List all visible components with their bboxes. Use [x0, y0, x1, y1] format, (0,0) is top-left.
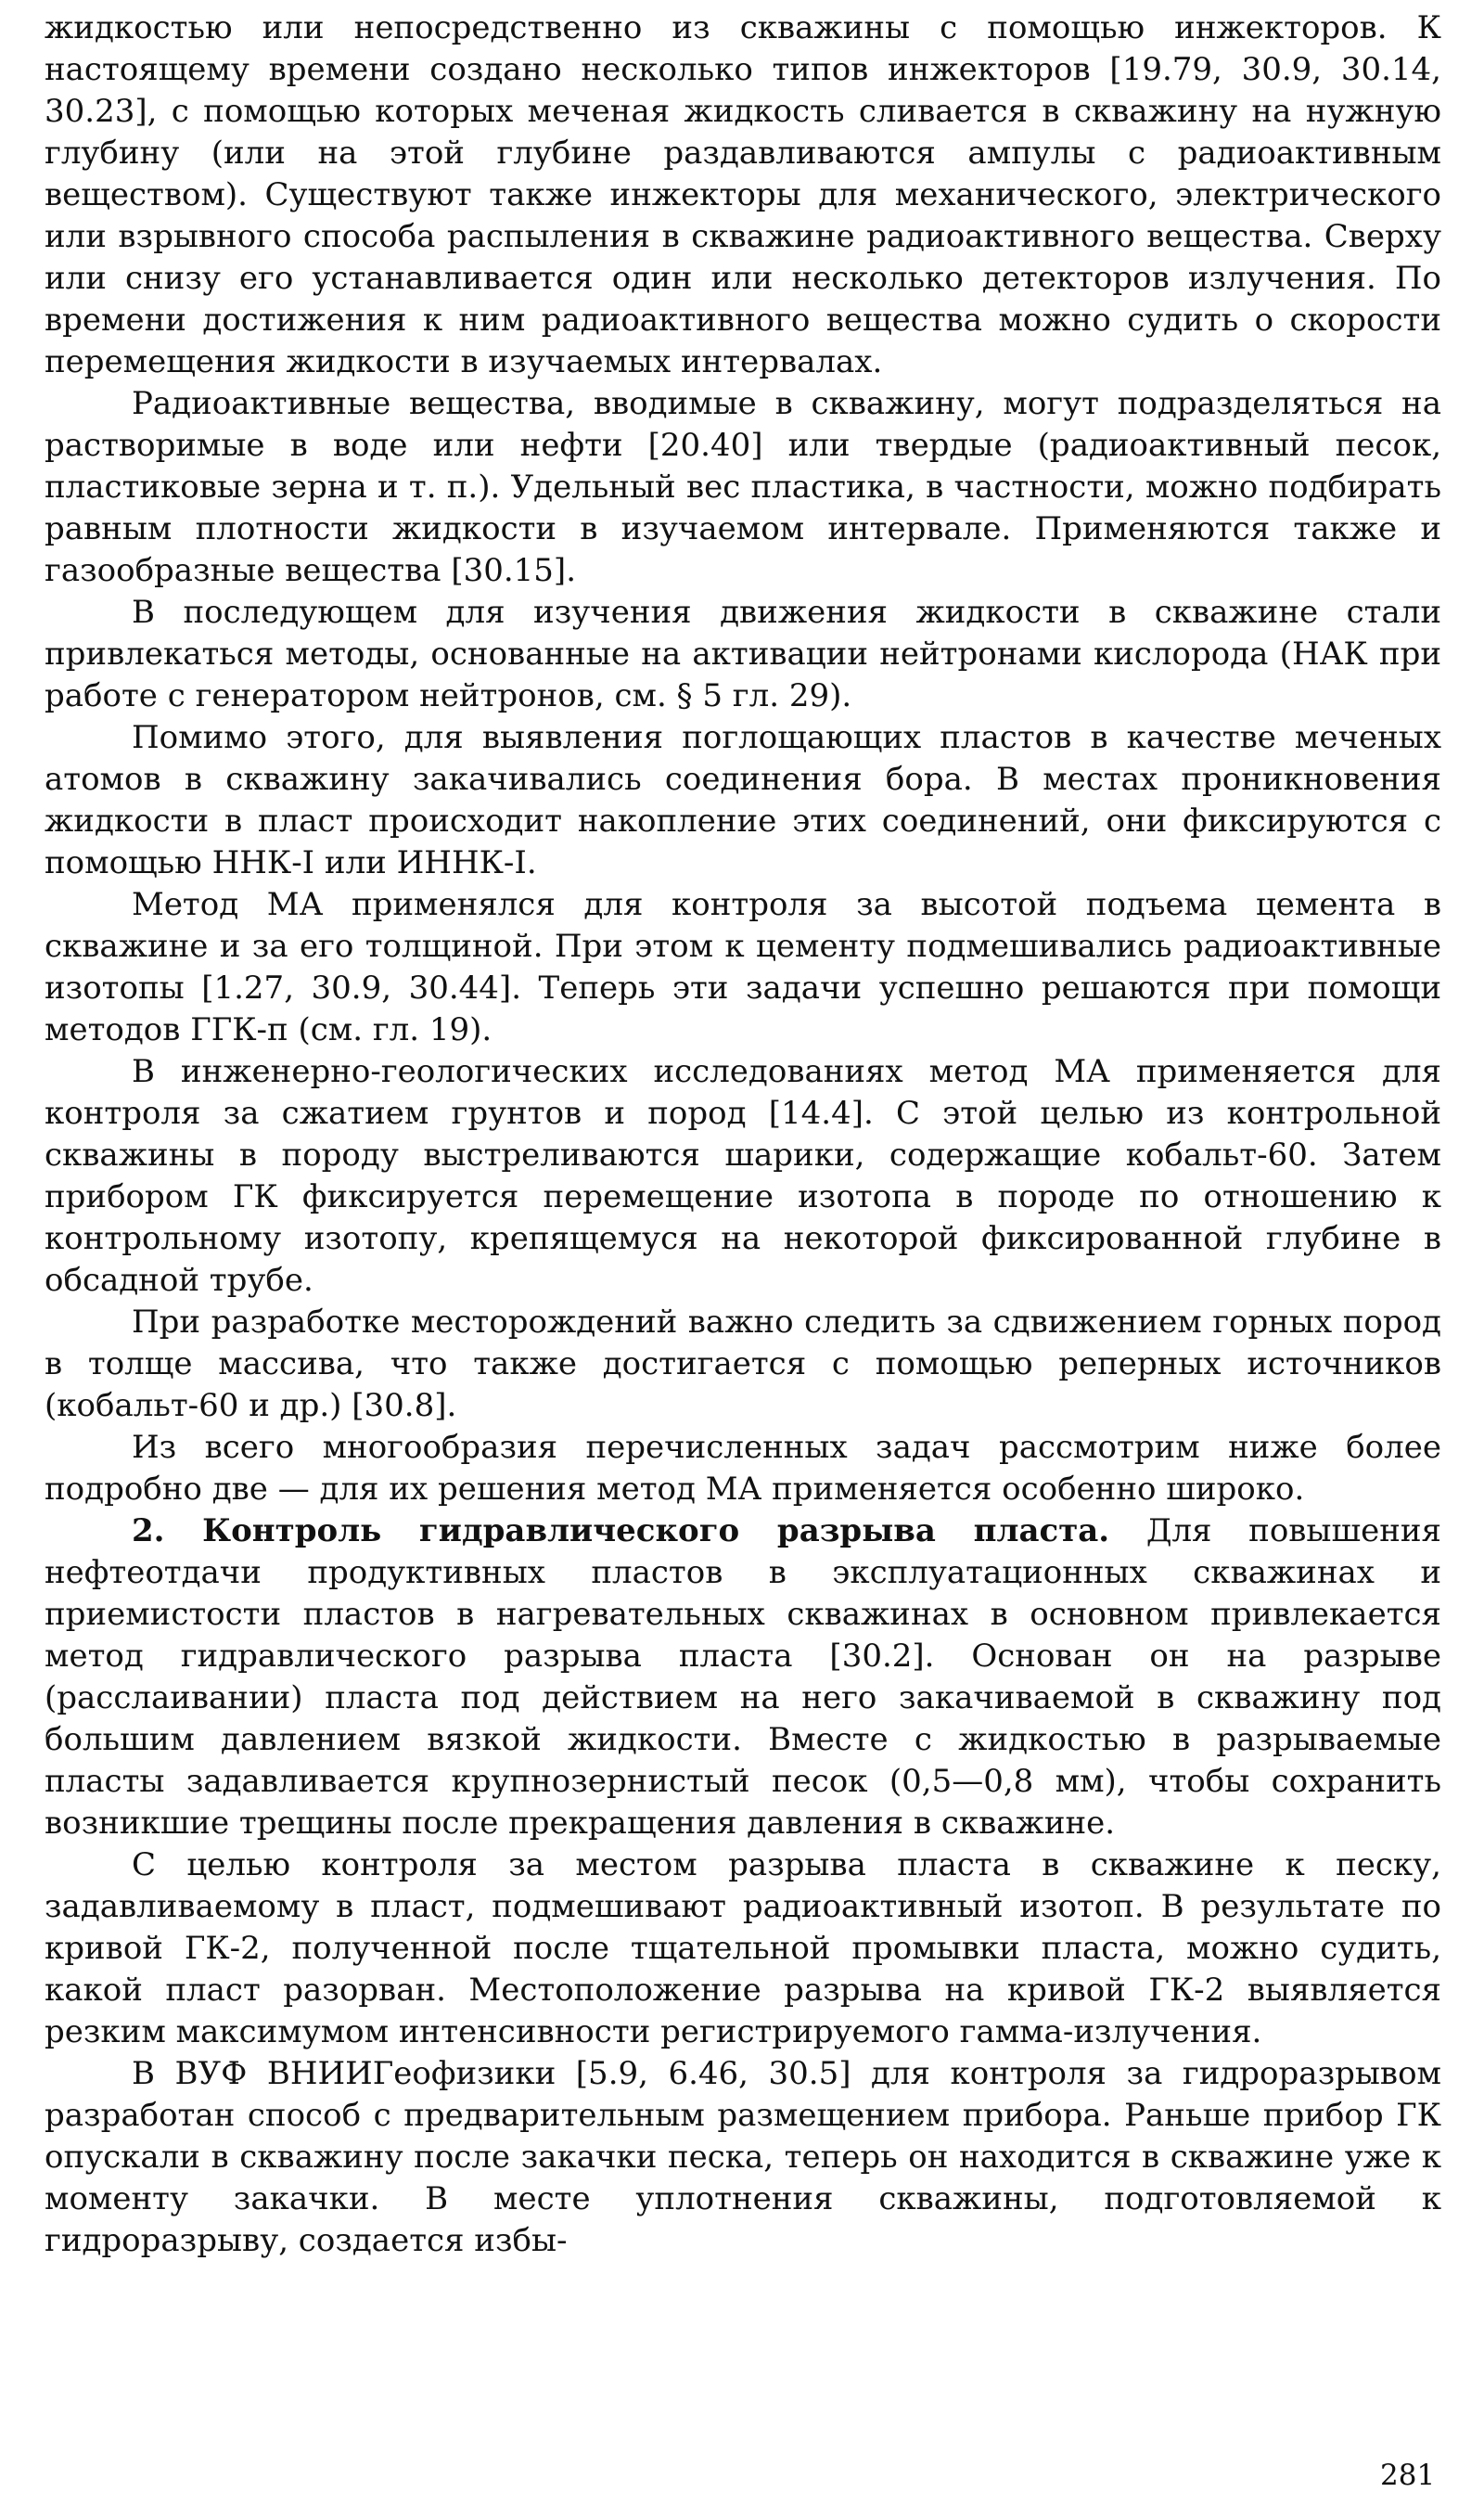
page-body [45, 7, 1441, 2262]
paragraph-7: При разработке месторождений важно следить за сдвижением горных пород в толще массива, что также достигается с помощью реперных источников (кобальт-60 и др.) [30.8]. [45, 1304, 1441, 1424]
paragraph-8: Из всего многообразия перечисленных задач рассмотрим ниже более подробно две — для их решения метод МА применяется особенно широко. [45, 1429, 1441, 1508]
paragraph-9-section [45, 1510, 1441, 1844]
section-paragraph-text: Для повышения нефтеотдачи продуктивных пластов в эксплуатационных скважинах и приемистости пластов в нагревательных скважинах в основном привлекается метод гидравлического разрыва пласта [30.2]. Основан он на разрыве (расслаивании) пласта под действием на него закачиваемой в скважину под большим давлением вязкой жидкости. Вместе с жидкостью в разрываемые пласты задавливается крупнозернистый песок (0,5—0,8 мм), чтобы сохранить возникшие трещины после прекращения давления в скважине. [45, 1512, 1441, 1842]
paragraph-5: Метод МА применялся для контроля за высотой подъема цемента в скважине и за его толщиной. При этом к цементу подмешивались радиоактивные изотопы [1.27, 30.9, 30.44]. Теперь эти задачи успешно решаются при помощи методов ГГК-п (см. гл. 19). [45, 886, 1441, 1048]
page-number: 281 [1380, 2459, 1436, 2492]
paragraph-10: С целью контроля за местом разрыва пласта в скважине к песку, задавливаемому в пласт, подмешивают радиоактивный изотоп. В результате по кривой ГК-2, полученной после тщательной промывки пласта, можно судить, какой пласт разорван. Местоположение разрыва на кривой ГК-2 выявляется резким максимумом интенсивности регистрируемого гамма-излучения. [45, 1846, 1441, 2050]
paragraph-11: В ВУФ ВНИИГеофизики [5.9, 6.46, 30.5] для контроля за гидроразрывом разработан способ с предварительным размещением прибора. Раньше прибор ГК опускали в скважину после закачки песка, теперь он находится в скважине уже к моменту закачки. В месте уплотнения скважины, подготовляемой к гидроразрыву, создается избы- [45, 2055, 1441, 2259]
paragraph-6: В инженерно-геологических исследованиях метод МА применяется для контроля за сжатием грунтов и пород [14.4]. С этой целью из контрольной скважины в породу выстреливаются шарики, содержащие кобальт-60. Затем прибором ГК фиксируется перемещение изотопа в породе по отношению к контрольному изотопу, крепящемуся на некоторой фиксированной глубине в обсадной трубе. [45, 1053, 1441, 1299]
paragraph-4: Помимо этого, для выявления поглощающих пластов в качестве меченых атомов в скважину закачивались соединения бора. В местах проникновения жидкости в пласт происходит накопление этих соединений, они фиксируются с помощью ННК-I или ИННК-I. [45, 719, 1441, 881]
section-heading: 2. Контроль гидравлического разрыва пласта. [132, 1512, 1110, 1549]
paragraph-3: В последующем для изучения движения жидкости в скважине стали привлекаться методы, основанные на активации нейтронами кислорода (НАК при работе с генератором нейтронов, см. § 5 гл. 29). [45, 594, 1441, 714]
paragraph-2: Радиоактивные вещества, вводимые в скважину, могут подразделяться на растворимые в воде или нефти [20.40] или твердые (радиоактивный песок, пластиковые зерна и т. п.). Удельный вес пластика, в частности, можно подбирать равным плотности жидкости в изучаемом интервале. Применяются также и газообразные вещества [30.15]. [45, 385, 1441, 589]
paragraph-1: жидкостью или непосредственно из скважины с помощью инжекторов. К настоящему времени создано несколько типов инжекторов [19.79, 30.9, 30.14, 30.23], с помощью которых меченая жидкость сливается в скважину на нужную глубину (или на этой глубине раздавливаются ампулы с радиоактивным веществом). Существуют также инжекторы для механического, электрического или взрывного способа распыления в скважине радиоактивного вещества. Сверху или снизу его устанавливается один или несколько детекторов излучения. По времени достижения к ним радиоактивного вещества можно судить о скорости перемещения жидкости в изучаемых интервалах. [45, 9, 1441, 380]
